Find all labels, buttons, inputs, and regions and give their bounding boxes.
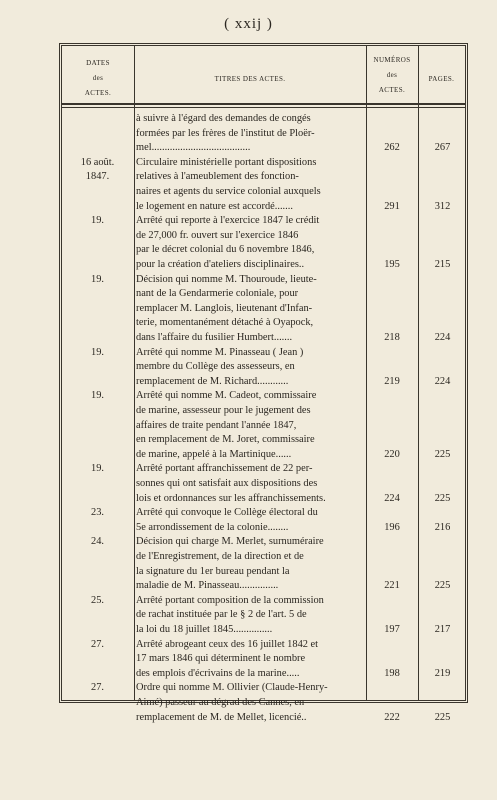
dates-header-actes: ACTES.	[84, 89, 112, 97]
header-rule	[62, 103, 465, 105]
entry-number: 218	[384, 331, 400, 343]
pages-header-label: PAGES.	[428, 75, 455, 83]
entry-title-line: naires et agents du service colonial auxquels	[136, 185, 321, 197]
entry-title-line: dans l'affaire du fusilier Humbert.......	[136, 331, 293, 343]
entry-date	[62, 389, 133, 404]
entry-number: 220	[384, 448, 400, 460]
entry-title-line: terie, momentanément détaché à Oyapock,	[136, 317, 314, 329]
entry-date-day: 19.	[91, 273, 104, 285]
entry-title	[136, 273, 375, 346]
entry-date-day: 19.	[91, 215, 104, 227]
dates-header-des: des	[92, 74, 104, 82]
entry-title	[136, 681, 375, 725]
entry-title-line: remplacement de M. de Mellet, licencié..	[136, 711, 307, 723]
entry-title	[136, 156, 375, 214]
entry-title-line: relatives à l'ameublement des fonction-	[136, 171, 299, 183]
entry-title-line: nant de la Gendarmerie coloniale, pour	[136, 288, 299, 300]
entry-date-day: 27.	[91, 638, 104, 650]
header-rule	[62, 107, 465, 108]
entry-date-day: 24.	[91, 536, 104, 548]
entry-number: 219	[384, 375, 400, 387]
entry-date	[62, 535, 133, 550]
entry-number: 195	[384, 258, 400, 270]
entry-number: 224	[384, 492, 400, 504]
dates-header-label: DATES	[86, 59, 110, 67]
entry-title-line: mel......................................	[136, 142, 251, 154]
entry-title-line: Arrêté qui nomme M. Pinasseau ( Jean )	[136, 346, 304, 358]
entry-title-line: remplacer M. Langlois, lieutenant d'Infan-	[136, 302, 313, 314]
entry-page: 215	[434, 258, 451, 270]
entry-date	[62, 681, 133, 696]
table-header	[62, 46, 465, 106]
entry-page: 225	[434, 711, 451, 723]
entry-title-line: la signature du 1er bureau pendant la	[136, 565, 290, 577]
entry-title-line: membre du Collège des assesseurs, en	[136, 361, 295, 373]
entry-date-day: 23.	[91, 507, 104, 519]
entry-title	[136, 638, 375, 682]
entry-title-line: de 27,000 fr. ouvert sur l'exercice 1846	[136, 229, 299, 241]
entry-title-line: Arrêté abrogeant ceux des 16 juillet 1842 et	[136, 638, 319, 650]
entry-title-line: sonnes qui ont satisfait aux dispositions des	[136, 477, 318, 489]
entry-title	[136, 594, 375, 638]
entry-title-line: Circulaire ministérielle portant dispositions	[136, 156, 317, 168]
entry-title-line: la loi du 18 juillet 1845...............	[136, 623, 273, 635]
entry-date	[62, 156, 133, 185]
entry-date	[62, 462, 133, 477]
entry-date	[62, 506, 133, 521]
entry-title	[136, 389, 375, 462]
entry-title-line: Décision qui nomme M. Thouroude, lieute-	[136, 273, 317, 285]
entry-title-line: remplacement de M. Richard............	[136, 375, 289, 387]
entry-page: 225	[434, 448, 451, 460]
entry-title-line: de marine, appelé à la Martinique......	[136, 448, 292, 460]
entry-title-line: à suivre à l'égard des demandes de congés	[136, 113, 311, 124]
entry-title-line: de rachat instituée par le § 2 de l'art. 5 de	[136, 609, 307, 621]
entry-number: 222	[384, 711, 400, 723]
entry-title-line: maladie de M. Pinasseau...............	[136, 580, 279, 592]
entry-date-day: 25.	[91, 594, 104, 606]
entry-number: 196	[384, 521, 400, 533]
entry-date-year: 1847.	[85, 171, 110, 183]
entry-title	[136, 214, 375, 272]
entry-title-line: Ordre qui nomme M. Ollivier (Claude-Henry-	[136, 682, 328, 694]
entry-title-line: le logement en nature est accordé.......	[136, 200, 293, 212]
entry-page: 224	[434, 331, 451, 343]
entry-title-line: Arrêté portant composition de la commission	[136, 594, 324, 606]
entry-date	[62, 273, 133, 288]
entry-title-line: Arrêté qui nomme M. Cadeot, commissaire	[136, 390, 317, 402]
titles-header-label: TITRES DES ACTES.	[214, 75, 286, 83]
entry-title	[136, 462, 375, 506]
entry-date	[62, 214, 133, 229]
numbers-header-des: des	[386, 71, 398, 79]
entry-title-line: de l'Enregistrement, de la direction et de	[136, 550, 304, 562]
entry-page: 217	[434, 623, 451, 635]
entry-date-day: 19.	[91, 346, 104, 358]
entry-page: 216	[434, 521, 451, 533]
entry-title	[136, 346, 375, 390]
entry-number: 262	[384, 142, 400, 154]
index-table	[59, 43, 468, 723]
entry-title-line: en remplacement de M. Joret, commissaire	[136, 434, 315, 446]
entry-title-line: Arrêté portant affranchissement de 22 per-	[136, 463, 313, 475]
numbers-header-actes: ACTES.	[378, 86, 406, 94]
entry-title-line: pour la création d'ateliers disciplinaires..	[136, 258, 305, 270]
entry-title	[136, 535, 375, 593]
entry-title-line: affaires de traite pendant l'année 1847,	[136, 419, 297, 431]
column-divider	[134, 46, 135, 700]
entry-page: 312	[434, 200, 451, 212]
entry-date	[62, 346, 133, 361]
entry-title-line: des emplois d'écrivains de la marine.....	[136, 667, 300, 679]
entry-date-day: 16 août.	[80, 156, 115, 168]
entry-page: 219	[434, 667, 451, 679]
entry-date	[62, 638, 133, 653]
entry-title-line: 5e arrondissement de la colonie........	[136, 521, 289, 533]
entry-number: 221	[384, 580, 400, 592]
entry-page: 225	[434, 580, 451, 592]
entry-page: 267	[434, 142, 451, 154]
entry-date	[62, 594, 133, 609]
entry-title-line: Décision qui charge M. Merlet, surnuméraire	[136, 536, 324, 548]
numbers-header-label: NUMÉROS	[373, 56, 411, 64]
page-number: ( xxij )	[224, 16, 273, 32]
entry-number: 291	[384, 200, 400, 212]
entry-page: 224	[434, 375, 451, 387]
entry-title-line: lois et ordonnances sur les affranchissements.	[136, 492, 326, 504]
entry-title-line: Arrêté qui reporte à l'exercice 1847 le crédit	[136, 215, 320, 227]
entry-page: 225	[434, 492, 451, 504]
entry-number: 197	[384, 623, 400, 635]
entry-title-line: 17 mars 1846 qui déterminent le nombre	[136, 653, 306, 665]
entry-date-day: 19.	[91, 463, 104, 475]
entry-title-line: Arrêté qui convoque le Collège électoral du	[136, 507, 318, 519]
entry-title-line: Aimé) passeur au dégrad des Cannes, en	[136, 696, 305, 708]
entry-date-day: 27.	[91, 682, 104, 694]
entry-title	[136, 506, 375, 535]
entry-title	[136, 112, 375, 156]
dates-header	[62, 46, 134, 116]
pages-header	[418, 46, 465, 132]
entry-title-line: par le décret colonial du 6 novembre 1846,	[136, 244, 315, 256]
entry-date-day: 19.	[91, 390, 104, 402]
entry-number: 198	[384, 667, 400, 679]
entry-title-line: formées par les frères de l'institut de Ploër-	[136, 127, 315, 139]
entry-title-line: de marine, assesseur pour le jugement des	[136, 404, 311, 416]
